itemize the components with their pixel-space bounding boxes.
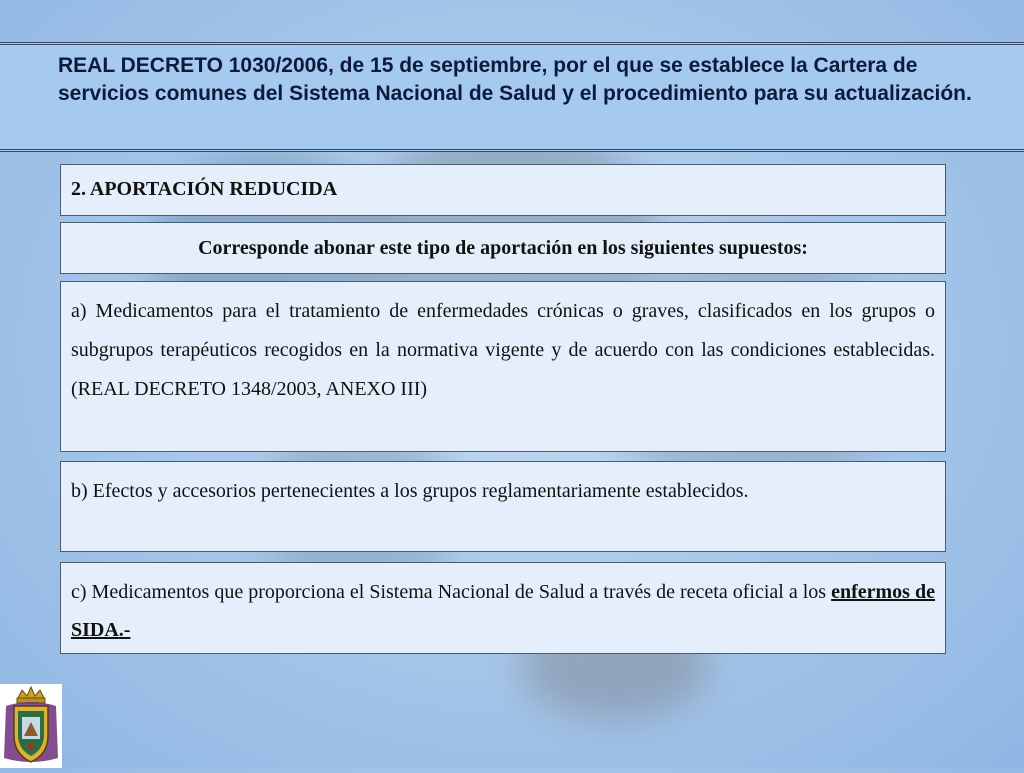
- item-c-box: [60, 562, 946, 654]
- item-b-text: b) Efectos y accesorios pertenecientes a los grupos reglamentariamente establecidos.: [71, 480, 749, 502]
- item-b-box: [60, 461, 946, 552]
- item-c-text-end: .-: [118, 619, 131, 641]
- coat-of-arms-icon: [0, 684, 62, 768]
- section-heading-box: [60, 164, 946, 216]
- item-a-text: a) Medicamentos para el tratamiento de enfermedades crónicas o graves, clasificados en los grupos o subgrupos terapéuticos recogidos en la normativa vigente y de acuerdo con las condiciones establecidas. (REAL DECRETO 1348/2003, ANEXO III): [71, 300, 935, 400]
- item-c-text-start: c) Medicamentos que proporciona el Sistema Nacional de Salud a través de receta oficial a los: [71, 581, 832, 603]
- item-c-emphasis: enfermos de SIDA: [71, 581, 935, 641]
- slide-title: REAL DECRETO 1030/2006, de 15 de septiembre, por el que se establece la Cartera de servicios comunes del Sistema Nacional de Salud y el procedimiento para su actualización.: [58, 54, 972, 105]
- intro-text: Corresponde abonar este tipo de aportación en los siguientes supuestos:: [198, 237, 808, 259]
- intro-box: [60, 222, 946, 274]
- item-c-text: [71, 573, 935, 649]
- item-a-box: [60, 281, 946, 452]
- section-heading: 2. APORTACIÓN REDUCIDA: [71, 178, 338, 200]
